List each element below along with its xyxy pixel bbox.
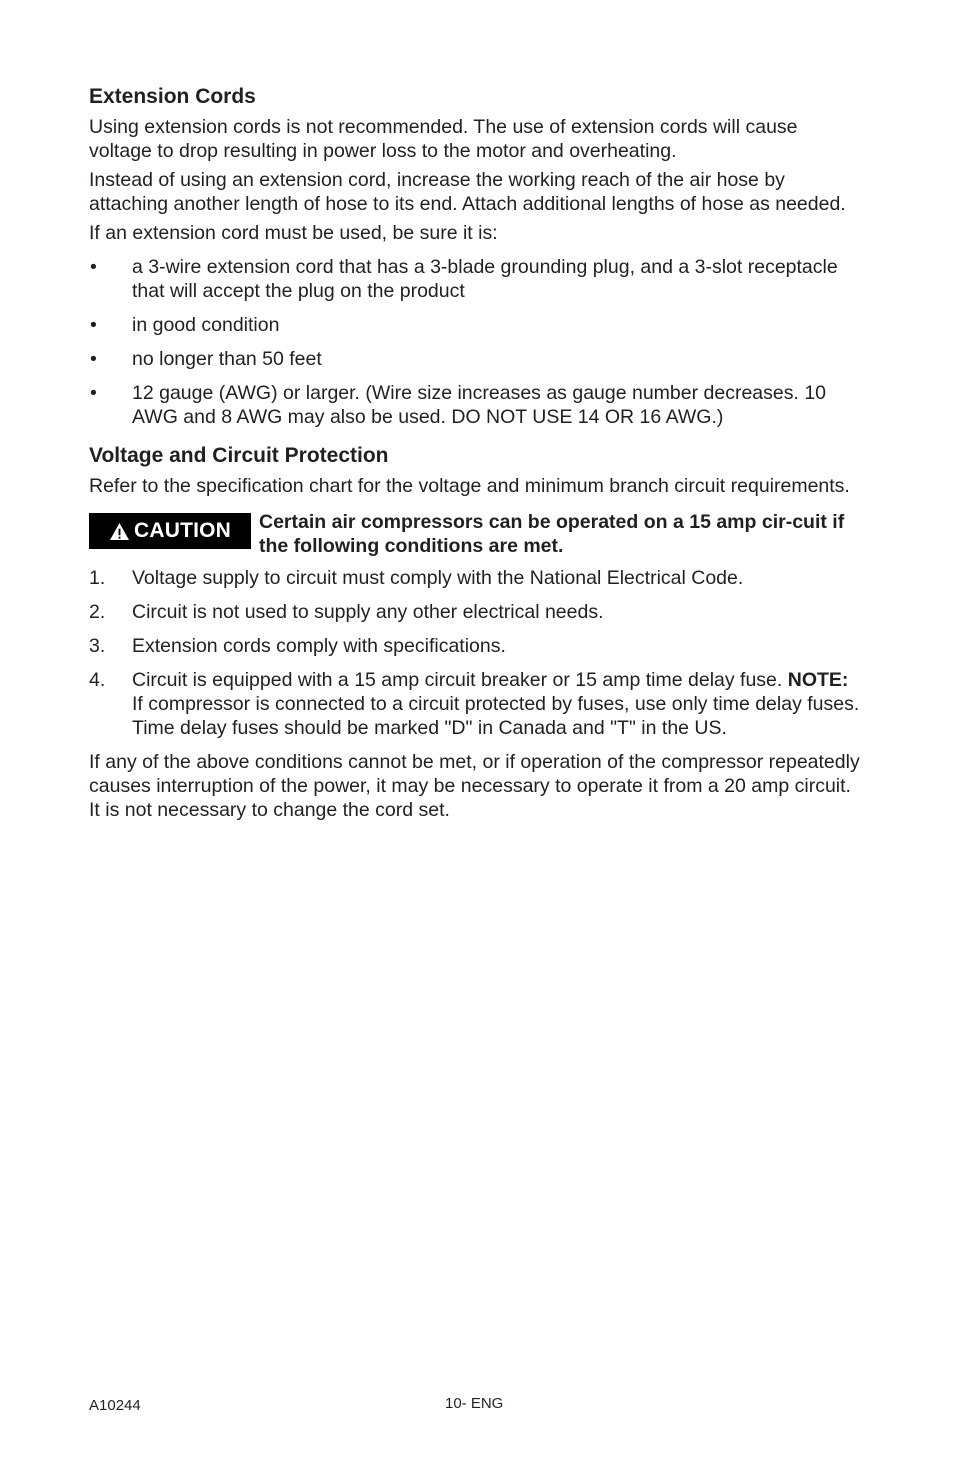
- page-content: [89, 84, 864, 827]
- item-number: 2.: [89, 601, 106, 623]
- item-number: 1.: [89, 567, 106, 589]
- closing-paragraph: If any of the above conditions cannot be met, or if operation of the compressor repeatedly causes interruption of the power, it may be necessary to operate it from a 20 amp circuit. It is not necessary to change the cord set.: [89, 751, 860, 821]
- caution-text: Certain air compressors can be operated on a 15 amp cir-cuit if the following conditions are met.: [259, 511, 845, 557]
- conditions-list: [89, 566, 864, 740]
- warning-triangle-icon: [109, 522, 130, 541]
- list-item: 4. Circuit is equipped with a 15 amp circuit breaker or 15 amp time delay fuse. NOTE: If compressor is connected to a circuit protected by fuses, use only time delay fuses. Time delay fuses should be marked "D" in Canada and "T" in the US.: [89, 669, 860, 739]
- note-label: NOTE:: [787, 669, 849, 691]
- item-number: 3.: [89, 635, 106, 657]
- section-heading-voltage: Voltage and Circuit Protection: [89, 444, 389, 467]
- paragraph: If an extension cord must be used, be sure it is:: [89, 222, 498, 244]
- page-number: 10- ENG: [445, 1395, 504, 1412]
- bullet-marker: •: [90, 382, 97, 404]
- list-item: • a 3-wire extension cord that has a 3-blade grounding plug, and a 3-slot receptacle that will accept the plug on the product: [90, 256, 838, 302]
- paragraph: Instead of using an extension cord, increase the working reach of the air hose by attaching another length of hose to its end. Attach additional lengths of hose as needed.: [89, 169, 846, 215]
- list-item: • in good condition: [90, 314, 280, 336]
- list-item: • 12 gauge (AWG) or larger. (Wire size increases as gauge number decreases. 10 AWG and 8 AWG may also be used. DO NOT USE 14 OR 16 AWG.): [90, 382, 827, 428]
- bullet-marker: •: [90, 314, 97, 336]
- list-item: 1. Voltage supply to circuit must comply with the National Electrical Code.: [89, 567, 744, 589]
- caution-label: CAUTION: [133, 519, 232, 542]
- requirements-list: [89, 255, 864, 429]
- document-code: A10244: [89, 1397, 141, 1414]
- bullet-marker: •: [90, 256, 97, 278]
- list-item: • no longer than 50 feet: [90, 348, 322, 370]
- section-heading-extension-cords: Extension Cords: [89, 85, 256, 108]
- list-item: 2. Circuit is not used to supply any other electrical needs.: [89, 601, 604, 623]
- paragraph: Using extension cords is not recommended. The use of extension cords will cause voltage to drop resulting in power loss to the motor and overheating.: [89, 116, 798, 162]
- paragraph: Refer to the specification chart for the voltage and minimum branch circuit requirements.: [89, 475, 850, 497]
- bullet-marker: •: [90, 348, 97, 370]
- caution-badge: [89, 513, 251, 549]
- list-item: 3. Extension cords comply with specifications.: [89, 635, 506, 657]
- item-number: 4.: [89, 669, 106, 691]
- caution-notice: [89, 510, 864, 558]
